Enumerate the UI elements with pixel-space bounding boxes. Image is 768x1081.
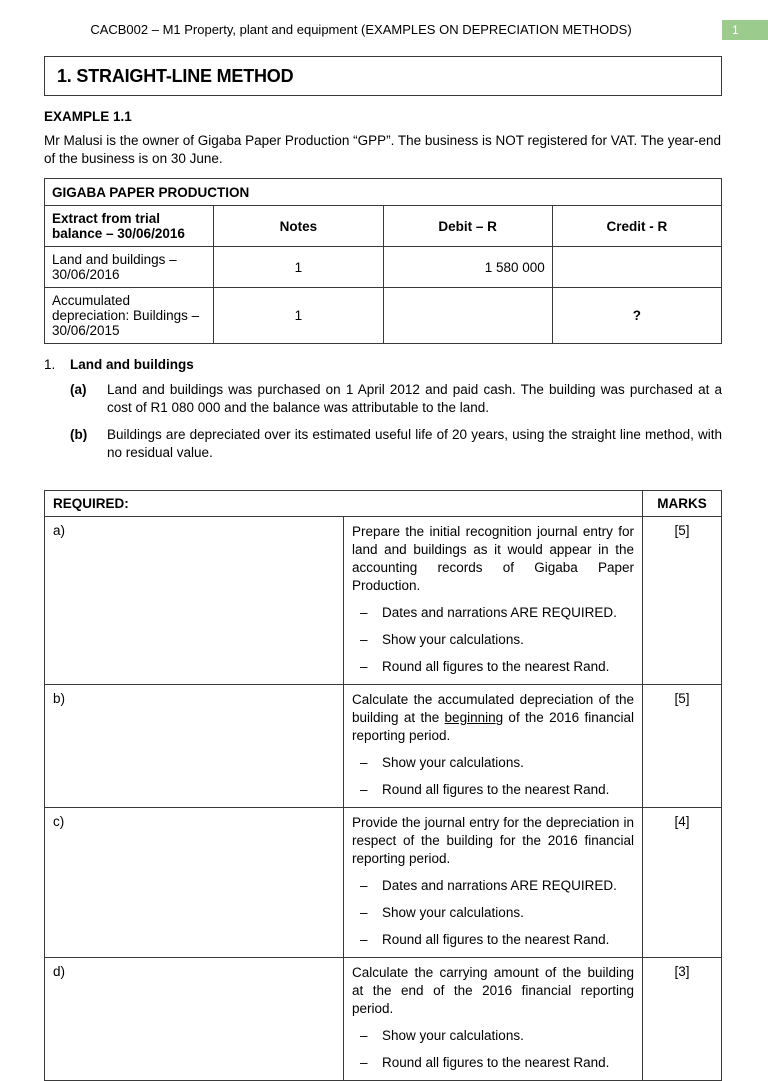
page-header [0, 20, 768, 40]
column-header-marks: MARKS [643, 491, 722, 517]
cell-marks: [5] [643, 685, 722, 808]
cell-marks: [4] [643, 808, 722, 958]
requirement-lead-text: Provide the journal entry for the depreciation in respect of the building for the 2016 financial reporting period. [352, 815, 634, 866]
column-header-required: REQUIRED: [45, 491, 643, 517]
column-header-credit: Credit - R [552, 206, 721, 247]
cell-credit [552, 247, 721, 288]
dash-bullet-icon: – [360, 782, 368, 797]
entity-name-cell: GIGABA PAPER PRODUCTION [45, 179, 722, 206]
column-header-debit: Debit – R [383, 206, 552, 247]
dash-bullet-icon: – [360, 659, 368, 674]
list-item-text: Round all figures to the nearest Rand. [382, 1055, 610, 1070]
note-sub-item-label: (a) [70, 382, 87, 397]
list-item-text: Dates and narrations ARE REQUIRED. [382, 878, 617, 893]
table-header-row [45, 491, 722, 517]
table-row [45, 247, 722, 288]
cell-marks: [3] [643, 958, 722, 1081]
cell-requirement-body [344, 517, 643, 685]
note-sub-item-text: Buildings are depreciated over its estimated useful life of 20 years, using the straight line method, with no residual value. [107, 427, 722, 460]
cell-credit: ? [552, 288, 721, 344]
cell-requirement-body [344, 958, 643, 1081]
table-row [45, 685, 722, 808]
list-item [352, 754, 634, 772]
dash-bullet-icon: – [360, 605, 368, 620]
page-number-badge: 1 [722, 20, 768, 40]
requirement-bullet-list [352, 754, 634, 799]
cell-requirement-body [344, 685, 643, 808]
cell-row-letter: d) [45, 958, 344, 1081]
note-sub-item-text: Land and buildings was purchased on 1 April 2012 and paid cash. The building was purchased at a cost of R1 080 000 and the balance was attributable to the land. [107, 382, 722, 415]
cell-notes: 1 [214, 288, 383, 344]
cell-description: Accumulated depreciation: Buildings – 30/06/2015 [45, 288, 214, 344]
list-item [352, 1054, 634, 1072]
note-heading-label: Land and buildings [70, 357, 194, 372]
trial-balance-table [44, 178, 722, 344]
list-item [352, 877, 634, 895]
list-item-text: Dates and narrations ARE REQUIRED. [382, 605, 617, 620]
example-intro-paragraph: Mr Malusi is the owner of Gigaba Paper Production “GPP”. The business is NOT registered for VAT. The year-end of the business is on 30 June. [44, 133, 722, 166]
table-row [45, 958, 722, 1081]
requirement-lead-text: Prepare the initial recognition journal entry for land and buildings as it would appear in the accounting records of Gigaba Paper Production. [352, 524, 634, 593]
list-item-text: Show your calculations. [382, 905, 524, 920]
list-item-text: Round all figures to the nearest Rand. [382, 782, 610, 797]
dash-bullet-icon: – [360, 932, 368, 947]
note-sub-item-label: (b) [70, 427, 88, 442]
column-header-description: Extract from trial balance – 30/06/2016 [45, 206, 214, 247]
list-item [352, 781, 634, 799]
requirement-lead-underlined: beginning [444, 710, 504, 725]
table-row-entity [45, 179, 722, 206]
dash-bullet-icon: – [360, 1055, 368, 1070]
column-header-notes: Notes [214, 206, 383, 247]
cell-row-letter: a) [45, 517, 344, 685]
list-item [352, 631, 634, 649]
cell-debit [383, 288, 552, 344]
list-item-text: Round all figures to the nearest Rand. [382, 659, 610, 674]
list-item-text: Show your calculations. [382, 632, 524, 647]
document-content [44, 56, 722, 1081]
requirement-bullet-list [352, 877, 634, 949]
notes-list [44, 357, 722, 462]
section-title-box [44, 56, 722, 96]
dash-bullet-icon: – [360, 755, 368, 770]
cell-debit: 1 580 000 [383, 247, 552, 288]
required-table [44, 490, 722, 1081]
list-item [352, 931, 634, 949]
cell-marks: [5] [643, 517, 722, 685]
header-title: CACB002 – M1 Property, plant and equipment (EXAMPLES ON DEPRECIATION METHODS) [90, 22, 632, 37]
cell-notes: 1 [214, 247, 383, 288]
requirement-lead-post: of the 2016 financial reporting period. [352, 710, 634, 743]
dash-bullet-icon: – [360, 632, 368, 647]
list-item [352, 1027, 634, 1045]
page-title: 1. STRAIGHT-LINE METHOD [57, 65, 294, 86]
requirement-bullet-list [352, 604, 634, 676]
note-heading [44, 357, 722, 372]
dash-bullet-icon: – [360, 878, 368, 893]
example-heading: EXAMPLE 1.1 [44, 109, 132, 124]
table-header-row [45, 206, 722, 247]
dash-bullet-icon: – [360, 905, 368, 920]
requirement-bullet-list [352, 1027, 634, 1072]
requirement-lead-pre: Calculate the accumulated depreciation of the building at the [352, 692, 634, 725]
cell-row-letter: b) [45, 685, 344, 808]
note-sub-item [44, 381, 722, 417]
cell-requirement-body [344, 808, 643, 958]
requirement-lead-text: Calculate the carrying amount of the building at the end of the 2016 financial reporting period. [352, 965, 634, 1016]
dash-bullet-icon: – [360, 1028, 368, 1043]
table-row [45, 517, 722, 685]
list-item-text: Show your calculations. [382, 755, 524, 770]
requirement-lead-text [352, 691, 634, 745]
list-item [352, 604, 634, 622]
note-sub-item [44, 426, 722, 462]
list-item [352, 904, 634, 922]
cell-row-letter: c) [45, 808, 344, 958]
list-item-text: Round all figures to the nearest Rand. [382, 932, 610, 947]
cell-description: Land and buildings – 30/06/2016 [45, 247, 214, 288]
list-item [352, 658, 634, 676]
table-row [45, 808, 722, 958]
note-number: 1. [44, 357, 56, 372]
table-row [45, 288, 722, 344]
list-item-text: Show your calculations. [382, 1028, 524, 1043]
